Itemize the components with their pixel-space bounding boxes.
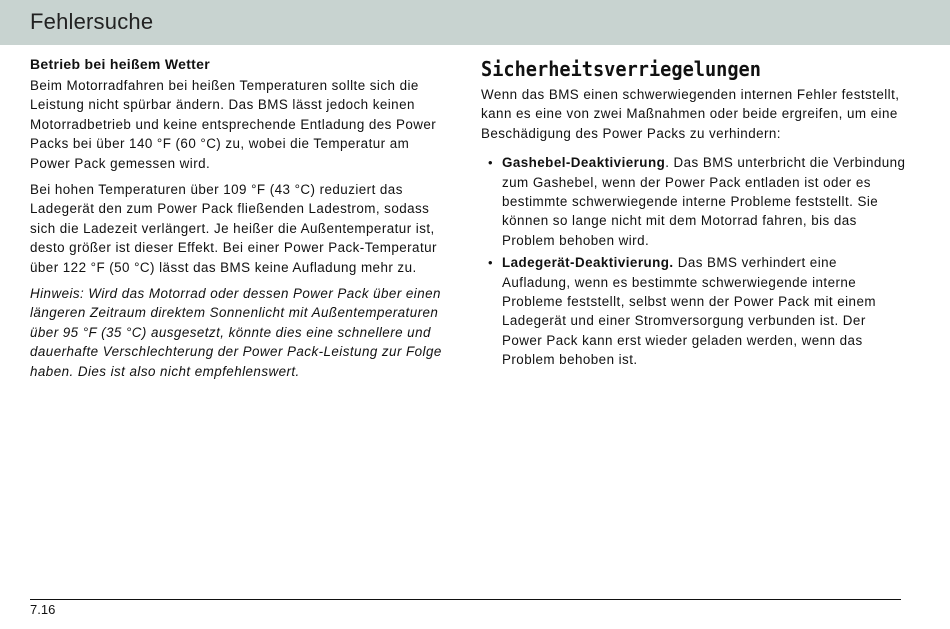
- hot-weather-paragraph-2: Bei hohen Temperaturen über 109 °F (43 °C) reduziert das Ladegerät den zum Power Pack fließenden Ladestrom, sodass sich die Ladezeit verlängert. Je heißer die Außentemperatur ist, desto größer ist dieser Effekt. Bei einer Power Pack-Temperatur über 122 °F (50 °C) lässt das BMS keine Aufladung mehr zu.: [30, 182, 437, 275]
- footer-divider: [30, 599, 901, 600]
- throttle-disable-text: . Das BMS unterbricht die Verbindung zum Gashebel, wenn der Power Pack entladen ist oder es bestimmte schwerwiegende interne Probleme feststellt. Sie können so lange nicht mit dem Motorrad fahren, bis das Problem behoben wird.: [502, 155, 906, 248]
- list-item-charger-disable: [481, 253, 906, 369]
- list-item-throttle-disable: [481, 153, 906, 250]
- page-number: 7.16: [30, 602, 56, 617]
- charger-disable-term: Ladegerät-Deaktivierung.: [502, 255, 674, 271]
- throttle-disable-term: Gashebel-Deaktivierung: [502, 155, 666, 171]
- bullet-icon: •: [488, 155, 494, 171]
- charger-disable-text: Das BMS verhindert eine Aufladung, wenn es bestimmte schwerwiegende interne Probleme feststellt, selbst wenn der Power Pack mit einem Ladegerät und einer Stromversorgung verbunden ist. Der Power Pack kann erst wieder geladen werden, wenn das Problem behoben ist.: [502, 255, 876, 368]
- safety-interlocks-heading: Sicherheitsverriegelungen: [481, 57, 761, 81]
- hot-weather-paragraph-1: Beim Motorradfahren bei heißen Temperaturen sollte sich die Leistung nicht spürbar ändern. Das BMS lässt jedoch keinen Motorradbetrieb und keine entsprechende Entladung des Power Packs bei über 140 °F (60 °C) zu, wobei die Temperatur am Power Pack gemessen wird.: [30, 78, 437, 171]
- hot-weather-heading: Betrieb bei heißem Wetter: [30, 56, 210, 72]
- safety-interlocks-intro: Wenn das BMS einen schwerwiegenden internen Fehler feststellt, kann es eine von zwei Maßnahmen oder beide ergreifen, um eine Beschädigung des Power Packs zu verhindern:: [481, 87, 900, 141]
- safety-interlocks-list: [481, 153, 906, 369]
- bullet-icon: •: [488, 255, 494, 271]
- right-column: [481, 55, 906, 373]
- page-header-bar: [0, 0, 950, 45]
- left-column: [30, 55, 450, 388]
- page-title: Fehlersuche: [30, 9, 154, 34]
- hot-weather-note: Hinweis: Wird das Motorrad oder dessen Power Pack über einen längeren Zeitraum direktem Sonnenlicht mit Außentemperaturen über 95 °F (35 °C) ausgesetzt, könnte dies eine schnellere und dauerhafte Verschlechterung der Power Pack-Leistung zur Folge haben. Dies ist also nicht empfehlenswert.: [30, 286, 442, 379]
